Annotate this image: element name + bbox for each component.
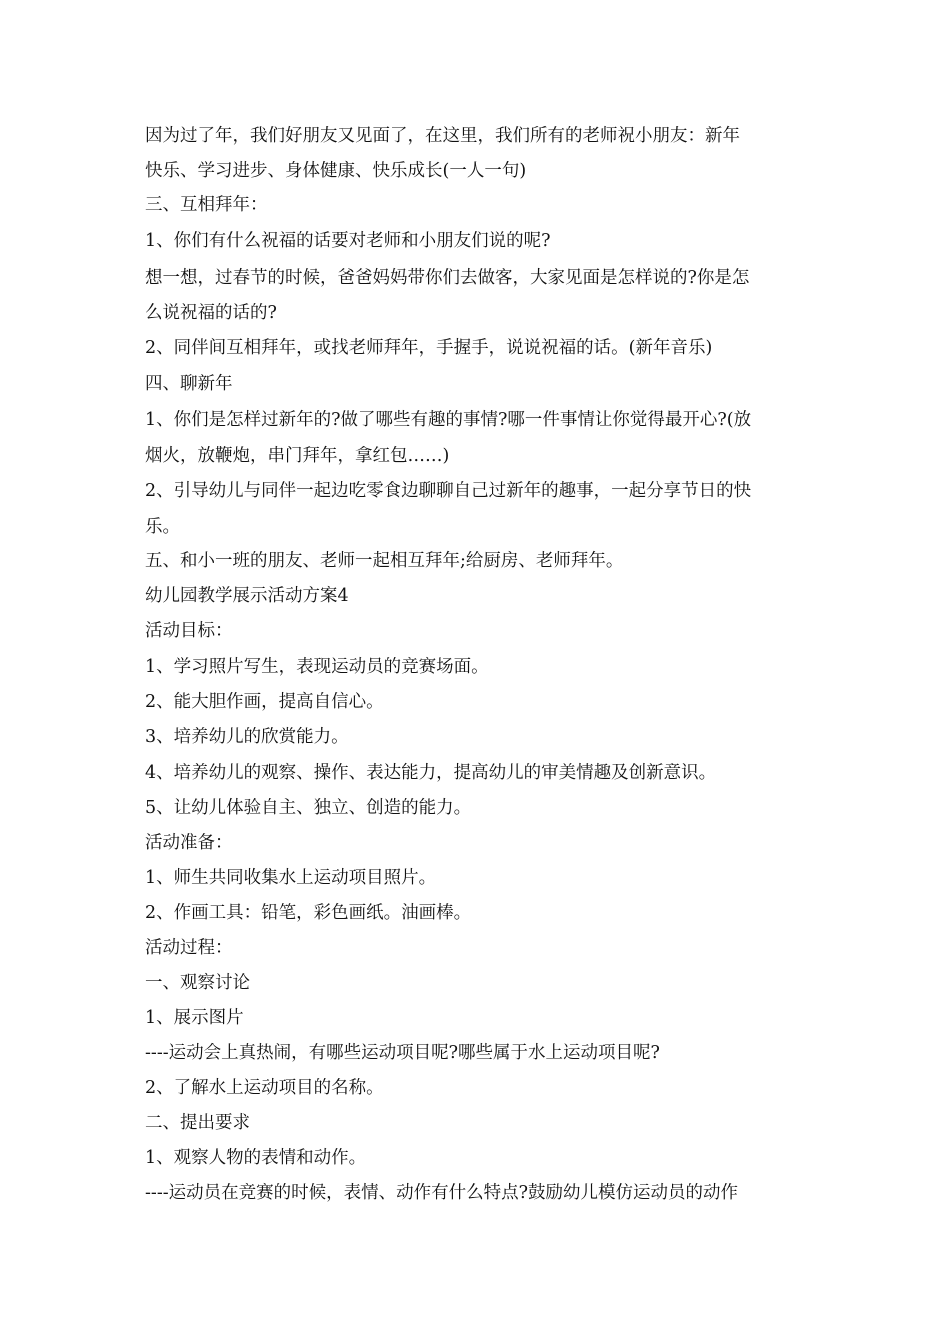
text-line: 想一想，过春节的时候，爸爸妈妈带你们去做客，大家见面是怎样说的?你是怎 <box>145 268 750 288</box>
text-line: 快乐、学习进步、身体健康、快乐成长(一人一句) <box>145 161 527 181</box>
text-line: 因为过了年，我们好朋友又见面了，在这里，我们所有的老师祝小朋友：新年 <box>145 126 740 146</box>
text-line: 乐。 <box>145 517 180 537</box>
text-line: 么说祝福的话的? <box>145 303 277 323</box>
text-line: 2、同伴间互相拜年，或找老师拜年，手握手，说说祝福的话。(新年音乐) <box>145 338 713 358</box>
text-line: 活动过程： <box>145 938 233 958</box>
text-line: 1、你们有什么祝福的话要对老师和小朋友们说的呢? <box>145 231 551 251</box>
text-line: 2、作画工具：铅笔，彩色画纸。油画棒。 <box>145 903 472 923</box>
text-line: 烟火，放鞭炮，串门拜年，拿红包……) <box>145 446 450 466</box>
text-line: 五、和小一班的朋友、老师一起相互拜年;给厨房、老师拜年。 <box>145 551 624 571</box>
text-line: 二、提出要求 <box>145 1113 250 1133</box>
text-line: 1、师生共同收集水上运动项目照片。 <box>145 868 437 888</box>
text-line: 三、互相拜年： <box>145 195 268 215</box>
text-line: 1、学习照片写生，表现运动员的竞赛场面。 <box>145 657 489 677</box>
text-line: ----运动会上真热闹，有哪些运动项目呢?哪些属于水上运动项目呢? <box>145 1043 660 1063</box>
text-line: 1、观察人物的表情和动作。 <box>145 1148 367 1168</box>
text-line: 四、聊新年 <box>145 374 233 394</box>
text-line: 3、培养幼儿的欣赏能力。 <box>145 727 349 747</box>
text-line: 活动目标： <box>145 621 233 641</box>
text-line: 1、展示图片 <box>145 1008 244 1028</box>
document-body <box>145 118 810 1211</box>
text-line: 5、让幼儿体验自主、独立、创造的能力。 <box>145 798 472 818</box>
text-line: 2、能大胆作画，提高自信心。 <box>145 692 384 712</box>
text-line: ----运动员在竞赛的时候，表情、动作有什么特点?鼓励幼儿模仿运动员的动作 <box>145 1183 739 1203</box>
text-line: 2、引导幼儿与同伴一起边吃零食边聊聊自己过新年的趣事，一起分享节日的快 <box>145 481 752 501</box>
text-line: 4、培养幼儿的观察、操作、表达能力，提高幼儿的审美情趣及创新意识。 <box>145 763 717 783</box>
text-line: 2、了解水上运动项目的名称。 <box>145 1078 384 1098</box>
text-line: 一、观察讨论 <box>145 973 250 993</box>
text-line: 幼儿园教学展示活动方案4 <box>145 586 349 606</box>
text-line: 活动准备： <box>145 833 233 853</box>
text-line: 1、你们是怎样过新年的?做了哪些有趣的事情?哪一件事情让你觉得最开心?(放 <box>145 410 752 430</box>
